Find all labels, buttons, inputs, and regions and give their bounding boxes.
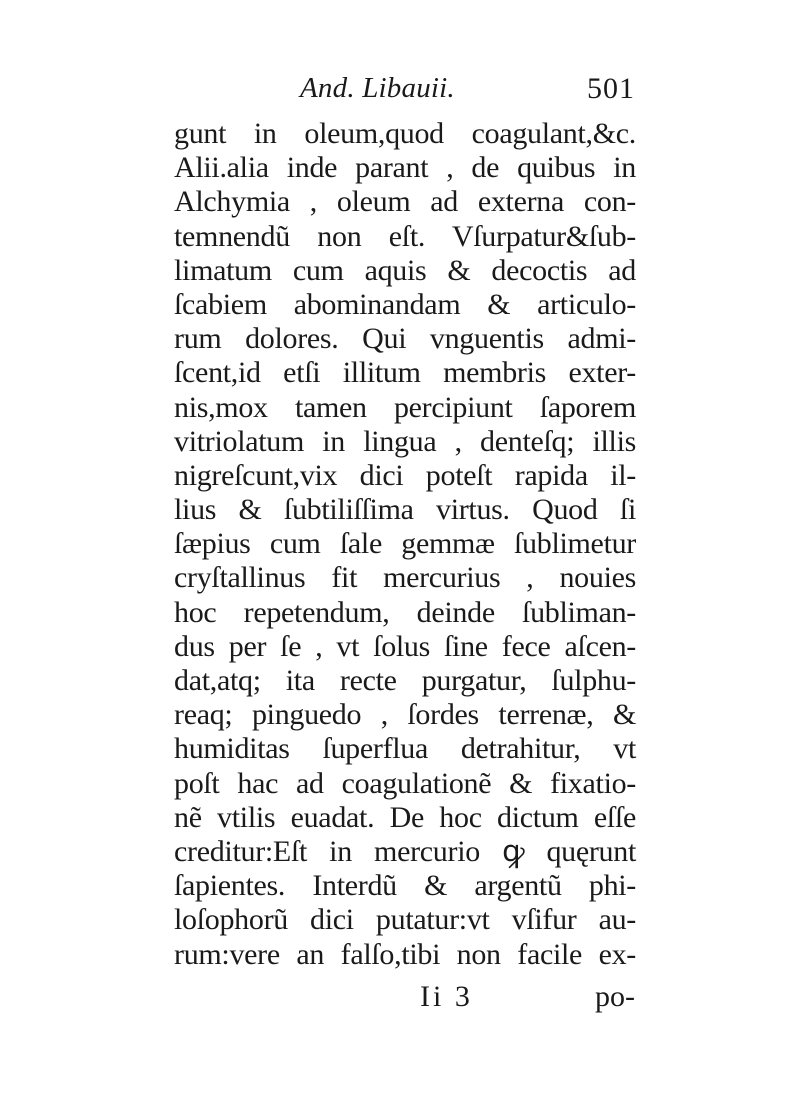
running-head: And. Libauii. (300, 72, 455, 104)
text-line: gunt in oleum,quod coagulant,&c. (174, 117, 636, 150)
text-line: Alchymia , oleum ad externa con- (174, 185, 636, 219)
signature-mark: Ii 3 (420, 980, 473, 1013)
page-header (300, 72, 635, 112)
text-line: creditur:Eſt in mercurio ꝙ quęrunt (174, 834, 636, 868)
text-line: poſt hac ad coagulationẽ & fixatio- (174, 766, 636, 800)
text-line: Alii.alia inde parant , de quibus in (174, 151, 636, 185)
body-text (174, 117, 636, 972)
text-line: temnendũ non eſt. Vſurpatur&ſub- (174, 219, 636, 253)
text-line: nẽ vtilis euadat. De hoc dictum eſſe (174, 800, 636, 834)
text-line: vitriolatum in lingua , denteſq; illis (174, 424, 636, 458)
text-line: hoc repetendum, deinde ſubliman- (174, 595, 636, 629)
text-line: cryſtallinus fit mercurius , nouies (174, 561, 636, 595)
text-line: ſapientes. Interdũ & argentũ phi- (174, 869, 636, 903)
text-line: nigreſcunt,vix dici poteſt rapida il- (174, 458, 636, 492)
page-footer (420, 980, 635, 1020)
text-line: loſophorũ dici putatur:vt vſifur au- (174, 903, 636, 937)
text-line: dus per ſe , vt ſolus ſine fece aſcen- (174, 629, 636, 663)
text-line: ſæpius cum ſale gemmæ ſublimetur (174, 527, 636, 561)
catchword: po- (595, 980, 635, 1013)
text-line: nis,mox tamen percipiunt ſaporem (174, 390, 636, 424)
text-line: ſcabiem abominandam & articulo- (174, 287, 636, 321)
text-line: rum dolores. Qui vnguentis admi- (174, 322, 636, 356)
text-line: humiditas ſuperflua detrahitur, vt (174, 732, 636, 766)
text-line: limatum cum aquis & decoctis ad (174, 253, 636, 287)
text-line: reaq; pinguedo , ſordes terrenæ, & (174, 698, 636, 732)
page-number: 501 (587, 72, 635, 105)
text-line: dat,atq; ita recte purgatur, ſulphu- (174, 664, 636, 697)
text-line: rum:vere an falſo,tibi non facile ex- (174, 937, 636, 971)
text-line: ſcent,id etſi illitum membris exter- (174, 356, 636, 390)
text-line: lius & ſubtiliſſima virtus. Quod ſi (174, 493, 636, 527)
